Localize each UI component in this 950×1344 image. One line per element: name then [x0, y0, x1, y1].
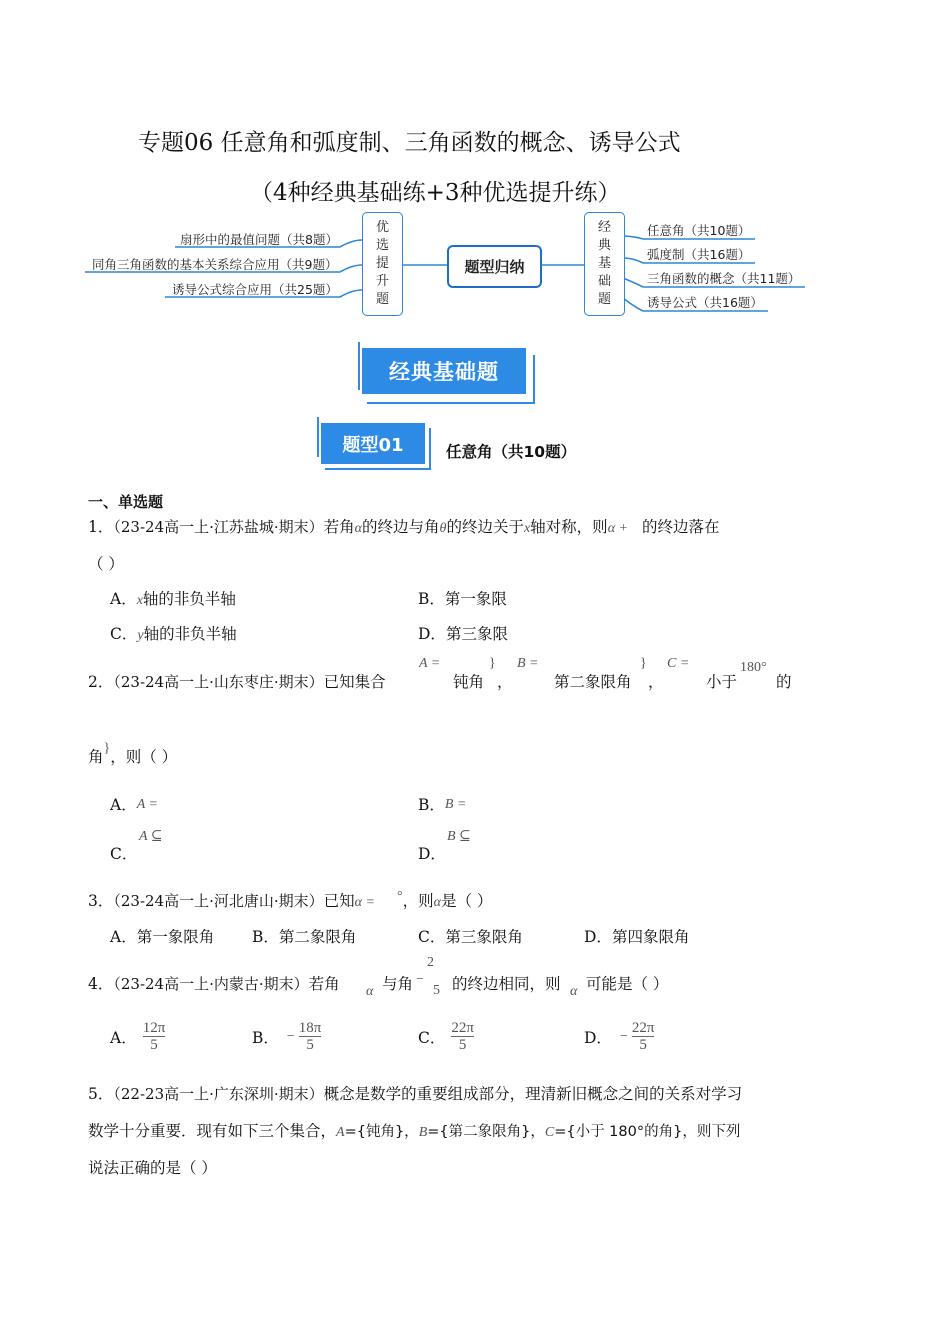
q1-paren: （ ）: [88, 555, 124, 573]
option-d[interactable]: [418, 622, 508, 644]
q-source: （22-23高一上·广东深圳·期末）: [113, 1085, 324, 1103]
option-label: B．: [418, 590, 445, 608]
math-alpha-eq: α =: [354, 895, 375, 910]
math-minus: −: [619, 1028, 628, 1044]
math-fraction: [632, 1020, 655, 1053]
option-label: D．: [418, 625, 446, 643]
mindmap-left-item: 诱导公式综合应用（共25题）: [172, 282, 338, 297]
q-text: 轴对称，则: [530, 518, 608, 536]
math-expr: A =: [136, 797, 158, 812]
math-alpha: α: [366, 984, 374, 999]
frac-numerator: 18π: [298, 1020, 322, 1036]
math-alpha-plus: α +: [607, 521, 628, 536]
math-fraction: [143, 1020, 166, 1053]
math-alpha: α: [433, 895, 441, 910]
mindmap-right-char: 题: [597, 292, 611, 307]
math-degree: °: [396, 889, 403, 904]
mindmap-left-category: [362, 212, 403, 316]
math-theta: θ: [439, 521, 447, 536]
frac-numerator: 12π: [142, 1020, 166, 1036]
option-text: 第四象限角: [611, 928, 690, 946]
math-fraction: [451, 1020, 474, 1053]
mindmap-right-char: 基: [597, 256, 611, 271]
option-c[interactable]: [418, 1020, 474, 1053]
q-source: （23-24高一上·江苏盐城·期末）: [113, 518, 324, 536]
option-a[interactable]: [110, 1020, 165, 1053]
q-text: 概念是数学的重要组成部分，理清新旧概念之间的关系对学习: [323, 1085, 743, 1103]
section-heading: 一、单选题: [88, 493, 164, 511]
q-source: （23-24高一上·山东枣庄·期末）: [113, 673, 324, 691]
mindmap-right-char: 经: [597, 220, 611, 235]
option-text: 第一象限: [444, 590, 507, 608]
mindmap-left-char: 选: [375, 238, 389, 253]
mindmap-left-item: 同角三角函数的基本关系综合应用（共9题）: [92, 257, 338, 272]
math-expr: B ⊆: [447, 829, 471, 844]
page-subtitle: （4种经典基础练+3种优选提升练）: [250, 180, 621, 206]
question-4: [88, 972, 340, 994]
type-tag-accent: [317, 417, 319, 457]
option-b[interactable]: [418, 793, 466, 815]
q-text: 的终边与角: [362, 518, 440, 536]
mindmap-left-item: 扇形中的最值问题（共8题）: [180, 232, 338, 247]
question-3: [88, 889, 492, 911]
q-number: 3．: [88, 892, 114, 910]
question-1: [88, 515, 720, 537]
math-alpha: α: [354, 521, 363, 536]
option-text: 轴的非负半轴: [142, 590, 236, 608]
mindmap-right-char: 础: [597, 274, 611, 289]
q-text: 若角: [323, 518, 355, 536]
mindmap-right-item: 任意角（共10题）: [647, 223, 751, 238]
math-180: 180°: [740, 660, 767, 675]
q2-line2: [88, 741, 178, 767]
q4-text: 可能是（ ）: [586, 975, 669, 993]
option-b[interactable]: [252, 925, 356, 947]
q-text: 已知: [323, 892, 355, 910]
option-label: C．: [110, 625, 138, 643]
q2-obtuse: 钝角: [453, 673, 485, 691]
option-a[interactable]: [110, 793, 158, 815]
frac-numerator: 22π: [631, 1020, 655, 1036]
q4-text: 的终边相同，则: [452, 975, 561, 993]
math-minus: −: [416, 972, 424, 987]
frac-denominator: 5: [458, 1037, 467, 1053]
mindmap-right-category: [584, 212, 625, 316]
option-label: B．: [252, 1028, 279, 1047]
q-text: 是（ ）: [440, 892, 493, 910]
option-c[interactable]: [418, 925, 523, 947]
mindmap-center: 题型归纳: [447, 245, 542, 288]
banner-accent-line: [358, 342, 360, 390]
option-a[interactable]: [110, 587, 236, 609]
option-a[interactable]: [110, 925, 214, 947]
q-number: 2．: [88, 673, 114, 691]
option-text: 第二象限角: [278, 928, 357, 946]
q4-text: 与角: [382, 975, 414, 993]
q5-line3: 说法正确的是（ ）: [88, 1159, 217, 1177]
q-text: ，则（ ）: [110, 748, 178, 766]
mindmap-left-char: 升: [375, 274, 389, 289]
option-label: B．: [252, 928, 279, 946]
q-source: （23-24高一上·内蒙古·期末）: [113, 975, 309, 993]
option-b[interactable]: [418, 587, 507, 609]
q2-second: 第二象限角: [554, 673, 632, 691]
math-brace: }: [103, 741, 111, 756]
page-title: 专题06 任意角和弧度制、三角函数的概念、诱导公式: [138, 130, 681, 156]
q-text: 若角: [308, 975, 340, 993]
math-alpha: α: [570, 984, 578, 999]
question-2: [88, 670, 386, 692]
option-c[interactable]: C．: [110, 845, 138, 863]
option-label: D．: [584, 1028, 612, 1047]
q2-less: 小于: [706, 673, 738, 691]
option-text: 第三象限: [445, 625, 508, 643]
frac-denominator: 5: [639, 1037, 647, 1053]
mindmap-left-char: 优: [375, 220, 389, 235]
math-x: x: [523, 521, 531, 536]
q-source: （23-24高一上·河北唐山·期末）: [113, 892, 324, 910]
frac-denominator: 5: [306, 1037, 314, 1053]
math-y: y: [137, 628, 144, 643]
math-set-c: C: [544, 1125, 555, 1140]
q-text: ={小于 180°的角}，则下列: [554, 1124, 741, 1140]
option-text: 第三象限角: [445, 928, 523, 946]
q-number: 5．: [88, 1085, 114, 1103]
type-title: 任意角（共10题）: [446, 443, 577, 461]
q-text: 角: [88, 748, 104, 766]
q-text: 的终边关于: [446, 518, 524, 536]
option-text: 第一象限角: [136, 928, 215, 946]
option-label: C．: [418, 1028, 446, 1047]
option-label: C．: [418, 928, 446, 946]
section-banner: 经典基础题: [362, 348, 526, 394]
question-5: [88, 1082, 742, 1104]
option-b[interactable]: [252, 1020, 321, 1053]
option-d[interactable]: D．: [418, 845, 446, 863]
q-text: ={钝角}，: [344, 1124, 419, 1140]
mindmap-right-item: 弧度制（共16题）: [647, 247, 751, 262]
q-text: ={第二象限角}，: [427, 1124, 545, 1140]
q-number: 4．: [88, 975, 114, 993]
q2-comma: ，: [648, 673, 664, 691]
frac-denominator: 5: [150, 1037, 158, 1053]
q5-line2: [88, 1119, 740, 1141]
mindmap-right-item: 诱导公式（共16题）: [647, 295, 763, 310]
type-tag: 题型01: [321, 423, 425, 464]
option-d[interactable]: [584, 925, 689, 947]
math-frac-bot: 5: [433, 983, 440, 998]
math-expr: A ⊆: [139, 829, 163, 844]
q-text: ，则: [402, 892, 434, 910]
math-set-b: B =: [517, 656, 539, 671]
q2-comma: ，: [497, 673, 513, 691]
option-label: A．: [110, 1028, 137, 1047]
option-label: A．: [110, 928, 137, 946]
mindmap-right-char: 典: [597, 238, 611, 253]
q-text: 已知集合: [323, 673, 386, 691]
math-fraction: [299, 1020, 322, 1053]
mindmap-left-char: 提: [375, 256, 389, 271]
math-set-a: A =: [419, 656, 441, 671]
q-text: 数学十分重要．现有如下三个集合，: [88, 1122, 337, 1140]
math-expr: B =: [444, 797, 467, 812]
math-minus: −: [286, 1028, 295, 1044]
math-set-b: B: [418, 1125, 428, 1140]
mindmap-left-char: 题: [375, 292, 389, 307]
option-text: 轴的非负半轴: [143, 625, 237, 643]
q2-of: 的: [776, 673, 792, 691]
option-label: B．: [418, 796, 445, 814]
mindmap-right-item: 三角函数的概念（共11题）: [647, 271, 801, 286]
math-brace: }: [640, 656, 647, 671]
option-label: A．: [110, 590, 137, 608]
q-text: 的终边落在: [641, 518, 720, 536]
option-c[interactable]: [110, 622, 237, 644]
q-number: 1．: [88, 518, 114, 536]
option-label: A．: [110, 796, 137, 814]
frac-numerator: 22π: [451, 1020, 474, 1036]
math-set-c: C =: [667, 656, 690, 671]
math-set-a: A: [336, 1125, 345, 1140]
math-frac-top: 2: [427, 955, 434, 970]
option-d[interactable]: [584, 1020, 654, 1053]
math-brace: }: [489, 656, 496, 671]
math-x: x: [136, 593, 143, 608]
option-label: D．: [584, 928, 612, 946]
